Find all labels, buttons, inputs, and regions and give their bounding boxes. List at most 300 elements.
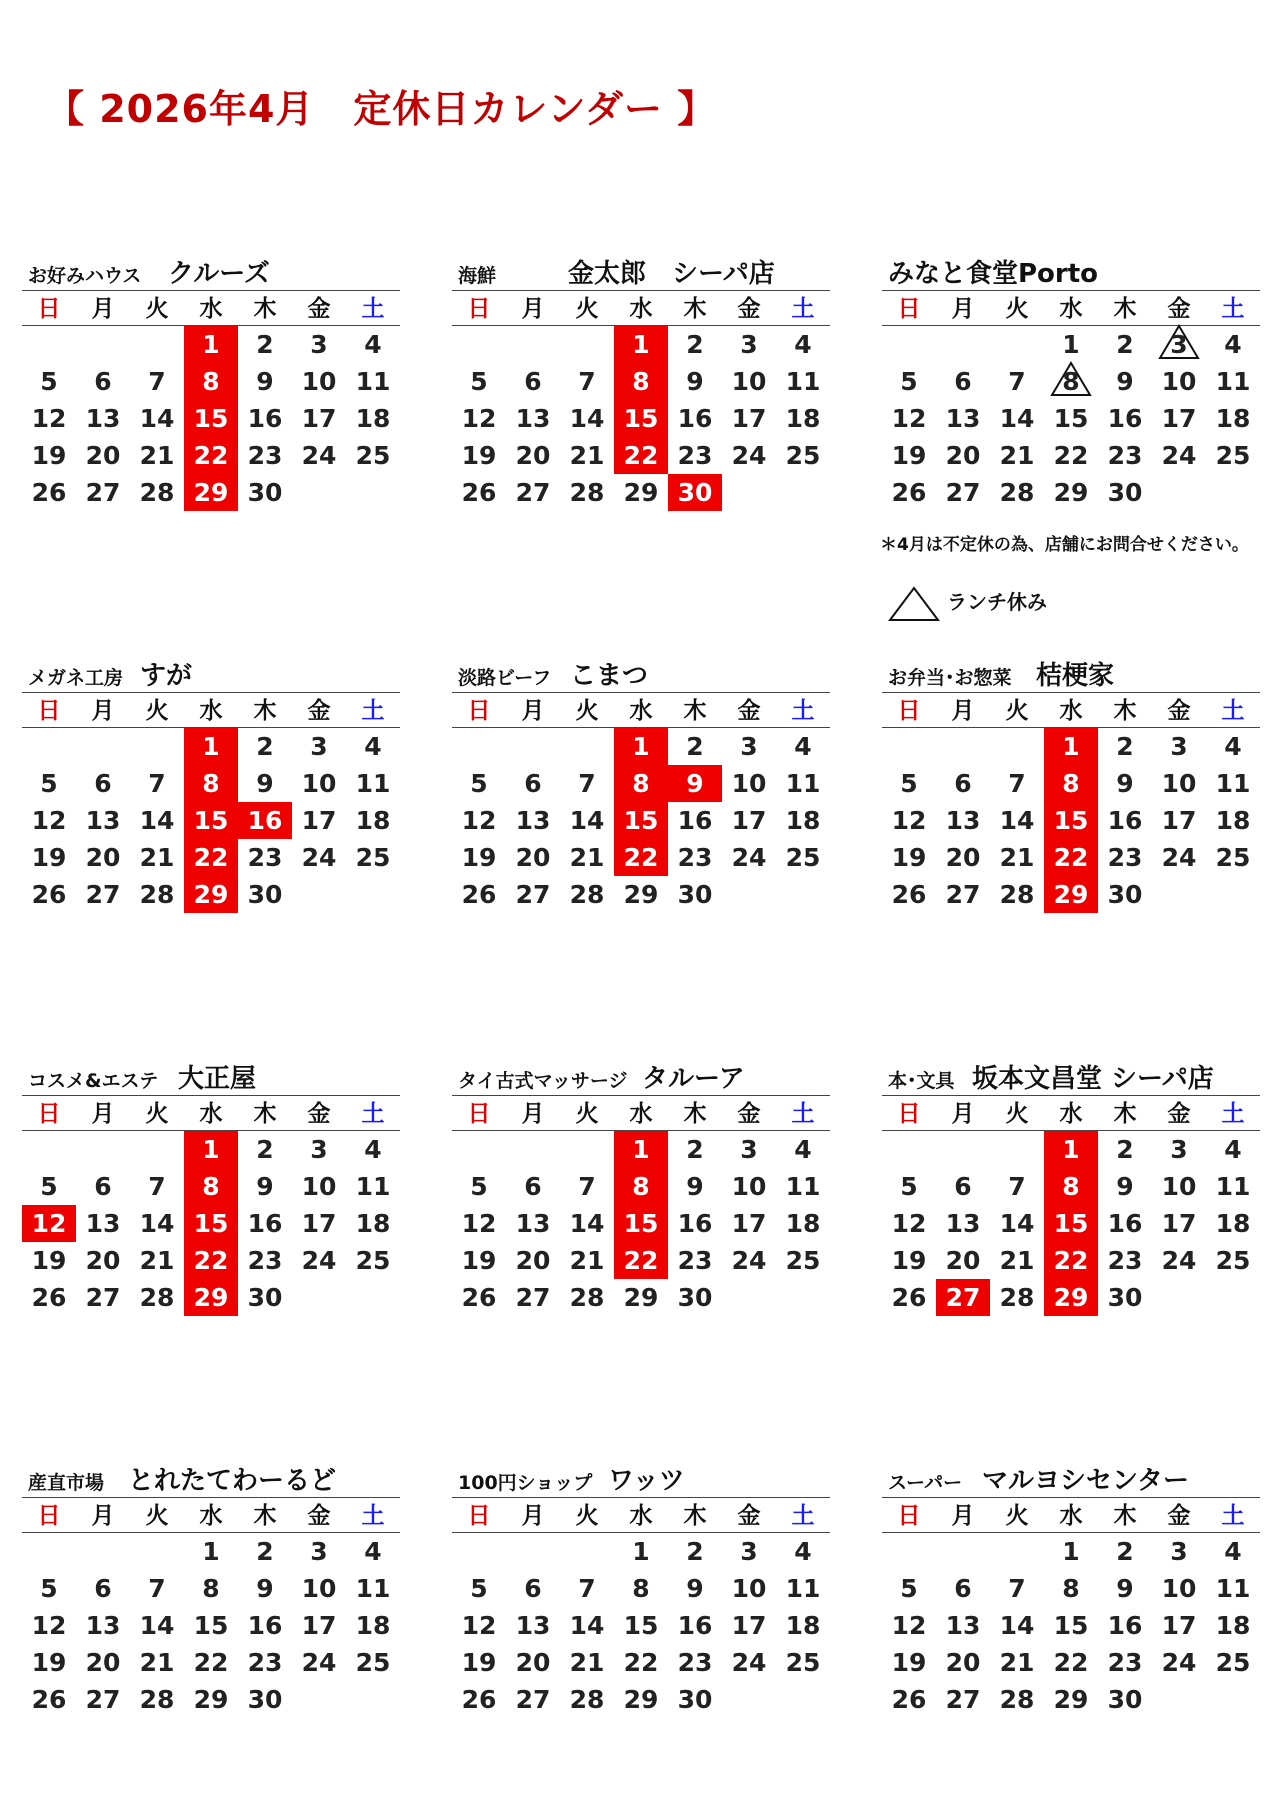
day: 11: [355, 1172, 391, 1201]
day: 3: [1170, 1135, 1188, 1164]
weekday-label: 土: [361, 296, 385, 322]
holiday-day: 29: [184, 876, 238, 913]
day-grid: [882, 728, 1260, 913]
day: 26: [461, 1685, 497, 1714]
empty-day: [506, 1533, 560, 1570]
day: 8: [202, 1574, 220, 1603]
weekday-label: 木: [253, 698, 277, 724]
triangle-icon: [888, 586, 940, 622]
day: 21: [569, 843, 605, 872]
day: 16: [677, 806, 713, 835]
day: 19: [31, 1648, 67, 1677]
empty-day: [990, 1131, 1044, 1168]
day: 14: [999, 1611, 1035, 1640]
day: 23: [1107, 441, 1143, 470]
weekday-label: 水: [199, 1503, 223, 1529]
day: 24: [301, 1246, 337, 1275]
holiday-day: 29: [1044, 1279, 1098, 1316]
shop-category: 海鮮: [458, 265, 497, 287]
empty-day: [452, 326, 506, 363]
weekday-header: [22, 291, 400, 326]
weekday-label: 月: [91, 698, 115, 724]
day: 23: [247, 1246, 283, 1275]
day: 25: [1215, 1648, 1251, 1677]
day: 20: [85, 441, 121, 470]
day: 25: [355, 1648, 391, 1677]
day: 27: [515, 478, 551, 507]
day: 27: [945, 1685, 981, 1714]
empty-day: [76, 1131, 130, 1168]
day: 3: [740, 732, 758, 761]
shop-category: 産直市場: [28, 1472, 105, 1494]
day: 2: [686, 1537, 704, 1566]
day: 26: [891, 880, 927, 909]
day: 12: [461, 806, 497, 835]
empty-day: [990, 326, 1044, 363]
weekday-label: 土: [361, 1101, 385, 1127]
day: 5: [40, 367, 58, 396]
day: 6: [954, 1172, 972, 1201]
day: 21: [139, 1246, 175, 1275]
day: 20: [515, 843, 551, 872]
empty-day: [76, 326, 130, 363]
day: 29: [623, 478, 659, 507]
day: 14: [999, 404, 1035, 433]
shop-header: [882, 1465, 1260, 1498]
shop-header: [882, 258, 1260, 291]
day: 24: [301, 1648, 337, 1677]
empty-day: [22, 326, 76, 363]
day: 7: [1008, 769, 1026, 798]
holiday-day: 8: [184, 765, 238, 802]
weekday-label: 日: [37, 1503, 61, 1529]
weekday-label: 金: [307, 296, 331, 322]
day: 6: [94, 1172, 112, 1201]
day: 19: [461, 1246, 497, 1275]
day: 14: [569, 404, 605, 433]
day: 20: [515, 1246, 551, 1275]
day: 9: [686, 367, 704, 396]
weekday-label: 土: [361, 1503, 385, 1529]
holiday-day: 8: [614, 765, 668, 802]
shop-category: お弁当･お惣菜: [888, 667, 1012, 689]
day: 26: [891, 478, 927, 507]
shop-header: [452, 1465, 830, 1498]
weekday-label: 日: [897, 698, 921, 724]
day: 28: [139, 1685, 175, 1714]
shop-category: スーパー: [888, 1472, 963, 1494]
day: 4: [1224, 1537, 1242, 1566]
shop-header: [22, 258, 400, 291]
day: 8: [632, 1574, 650, 1603]
shop-name: ワッツ: [608, 1466, 685, 1496]
weekday-label: 月: [91, 1101, 115, 1127]
day: 4: [1224, 732, 1242, 761]
day: 13: [85, 1611, 121, 1640]
day: 18: [1215, 1611, 1251, 1640]
empty-day: [936, 326, 990, 363]
day: 18: [785, 806, 821, 835]
day: 25: [785, 1648, 821, 1677]
day: 27: [85, 1283, 121, 1312]
holiday-day: 8: [1044, 1168, 1098, 1205]
day: 19: [891, 843, 927, 872]
shop-category: お好みハウス: [28, 265, 142, 287]
day: 26: [461, 880, 497, 909]
day: 24: [731, 441, 767, 470]
shop-calendar: [452, 660, 830, 913]
day: 25: [1215, 441, 1251, 470]
weekday-header: [882, 1096, 1260, 1131]
holiday-day: 8: [614, 1168, 668, 1205]
weekday-label: 火: [145, 698, 169, 724]
day: 4: [794, 732, 812, 761]
day: 28: [999, 1685, 1035, 1714]
weekday-label: 日: [897, 296, 921, 322]
day: 7: [578, 1574, 596, 1603]
day: 13: [945, 806, 981, 835]
holiday-day: 1: [184, 1131, 238, 1168]
weekday-label: 木: [253, 1503, 277, 1529]
day: 1: [632, 1537, 650, 1566]
day: 7: [148, 367, 166, 396]
day: 23: [677, 441, 713, 470]
day: 13: [945, 404, 981, 433]
day: 9: [256, 769, 274, 798]
day: 11: [1215, 1172, 1251, 1201]
day: 9: [686, 1574, 704, 1603]
day: 6: [94, 367, 112, 396]
day: 17: [731, 1209, 767, 1238]
day: 10: [731, 367, 767, 396]
day: 30: [247, 880, 283, 909]
holiday-day: 1: [1044, 1131, 1098, 1168]
empty-day: [990, 1533, 1044, 1570]
day: 27: [945, 478, 981, 507]
day: 30: [247, 1283, 283, 1312]
holiday-day: 15: [1044, 1205, 1098, 1242]
day: 24: [1161, 843, 1197, 872]
day: 24: [301, 441, 337, 470]
day: 17: [301, 1611, 337, 1640]
empty-day: [130, 1533, 184, 1570]
day: 6: [524, 367, 542, 396]
holiday-day: 29: [184, 1279, 238, 1316]
day: 9: [256, 367, 274, 396]
day: 17: [1161, 806, 1197, 835]
weekday-label: 木: [1113, 296, 1137, 322]
day: 12: [31, 1611, 67, 1640]
shop-header: [22, 1465, 400, 1498]
day: 5: [470, 1574, 488, 1603]
day: 17: [301, 806, 337, 835]
day: 19: [461, 1648, 497, 1677]
day: 26: [461, 1283, 497, 1312]
day: 19: [891, 441, 927, 470]
weekday-label: 木: [1113, 1101, 1137, 1127]
day: 19: [31, 1246, 67, 1275]
holiday-day: 15: [614, 1205, 668, 1242]
day: 9: [256, 1574, 274, 1603]
weekday-label: 木: [1113, 1503, 1137, 1529]
day: 24: [1161, 1648, 1197, 1677]
weekday-label: 日: [37, 698, 61, 724]
shop-calendar: [452, 1465, 830, 1718]
empty-day: [506, 728, 560, 765]
day: 21: [139, 441, 175, 470]
shop-header: [452, 258, 830, 291]
day: 2: [1116, 1135, 1134, 1164]
day: 21: [999, 843, 1035, 872]
day: 3: [310, 1537, 328, 1566]
holiday-day: 30: [668, 474, 722, 511]
holiday-day: 22: [1044, 839, 1098, 876]
day: 30: [677, 880, 713, 909]
shop-category: 100円ショップ: [458, 1472, 593, 1494]
day: 10: [1161, 367, 1197, 396]
day: 10: [731, 769, 767, 798]
day: 16: [677, 404, 713, 433]
day: 26: [31, 478, 67, 507]
day: 20: [85, 1246, 121, 1275]
day: 30: [1107, 478, 1143, 507]
shop-name: 金太郎 シーパ店: [568, 259, 775, 289]
day: 2: [256, 1135, 274, 1164]
day: 28: [569, 1283, 605, 1312]
day: 24: [301, 843, 337, 872]
day: 16: [247, 1209, 283, 1238]
day: 30: [677, 1283, 713, 1312]
day: 3: [740, 1135, 758, 1164]
day: 26: [31, 1685, 67, 1714]
day: 28: [999, 478, 1035, 507]
holiday-day: 1: [1044, 728, 1098, 765]
day: 10: [731, 1172, 767, 1201]
day: 23: [247, 441, 283, 470]
day: 12: [891, 404, 927, 433]
day: 19: [891, 1246, 927, 1275]
shop-calendar: [22, 258, 400, 511]
empty-day: [936, 728, 990, 765]
day: 25: [785, 441, 821, 470]
day: 2: [1116, 330, 1134, 359]
weekday-label: 木: [1113, 698, 1137, 724]
day: 6: [94, 769, 112, 798]
day: 2: [686, 330, 704, 359]
shop-header: [22, 660, 400, 693]
day: 20: [515, 441, 551, 470]
day: 25: [355, 1246, 391, 1275]
day: 15: [1053, 404, 1089, 433]
day: 13: [945, 1611, 981, 1640]
day: 5: [900, 1574, 918, 1603]
day: 5: [40, 1574, 58, 1603]
day: 20: [85, 1648, 121, 1677]
day: 4: [794, 330, 812, 359]
day: 6: [524, 1574, 542, 1603]
weekday-header: [452, 1096, 830, 1131]
day: 18: [1215, 806, 1251, 835]
holiday-day: 1: [184, 326, 238, 363]
weekday-label: 金: [307, 1101, 331, 1127]
day: 23: [247, 843, 283, 872]
empty-day: [22, 728, 76, 765]
weekday-label: 木: [253, 296, 277, 322]
day: 10: [301, 1172, 337, 1201]
day: 28: [569, 1685, 605, 1714]
weekday-label: 月: [951, 698, 975, 724]
empty-day: [22, 1131, 76, 1168]
weekday-label: 月: [521, 296, 545, 322]
day: 18: [355, 1209, 391, 1238]
holiday-day: 22: [184, 839, 238, 876]
weekday-label: 火: [1005, 1503, 1029, 1529]
day: 24: [731, 1246, 767, 1275]
day: 16: [1107, 404, 1143, 433]
holiday-day: 15: [614, 400, 668, 437]
empty-day: [130, 728, 184, 765]
day: 14: [999, 1209, 1035, 1238]
holiday-day: 15: [614, 802, 668, 839]
holiday-day: 29: [1044, 876, 1098, 913]
holiday-day: 9: [668, 765, 722, 802]
day: 3: [1170, 732, 1188, 761]
day: 18: [355, 404, 391, 433]
empty-day: [882, 728, 936, 765]
day: 11: [355, 1574, 391, 1603]
weekday-label: 土: [1221, 1503, 1245, 1529]
day: 4: [794, 1537, 812, 1566]
day: 20: [515, 1648, 551, 1677]
holiday-day: 8: [184, 1168, 238, 1205]
day: 3: [740, 330, 758, 359]
shop-category: コスメ&エステ: [28, 1070, 159, 1092]
empty-day: [452, 1131, 506, 1168]
day: 20: [945, 1648, 981, 1677]
weekday-label: 金: [1167, 1503, 1191, 1529]
weekday-header: [452, 693, 830, 728]
shop-calendar: [882, 660, 1260, 913]
day: 28: [999, 1283, 1035, 1312]
weekday-label: 木: [683, 1503, 707, 1529]
day: 30: [1107, 1685, 1143, 1714]
weekday-label: 水: [1059, 1101, 1083, 1127]
day-grid: [452, 1131, 830, 1316]
weekday-label: 火: [1005, 698, 1029, 724]
day: 3: [1170, 1537, 1188, 1566]
empty-day: [882, 326, 936, 363]
lunch-off-day: 3: [1152, 326, 1206, 363]
holiday-day: 22: [614, 839, 668, 876]
holiday-day: 8: [614, 363, 668, 400]
day: 7: [1008, 1574, 1026, 1603]
day: 28: [139, 1283, 175, 1312]
weekday-label: 月: [521, 1503, 545, 1529]
holiday-day: 22: [614, 1242, 668, 1279]
day: 16: [1107, 1611, 1143, 1640]
day: 14: [139, 1611, 175, 1640]
weekday-label: 金: [737, 296, 761, 322]
day: 28: [139, 880, 175, 909]
holiday-day: 1: [614, 728, 668, 765]
day: 27: [945, 880, 981, 909]
shop-calendar: [22, 1063, 400, 1316]
day: 17: [731, 806, 767, 835]
weekday-label: 土: [361, 698, 385, 724]
day: 11: [785, 367, 821, 396]
weekday-label: 月: [951, 1101, 975, 1127]
day: 20: [945, 843, 981, 872]
day: 15: [623, 1611, 659, 1640]
day: 21: [569, 1648, 605, 1677]
day: 22: [193, 1648, 229, 1677]
day-grid: [882, 326, 1260, 511]
day: 9: [1116, 1574, 1134, 1603]
weekday-header: [452, 291, 830, 326]
day: 21: [139, 1648, 175, 1677]
weekday-label: 火: [575, 1503, 599, 1529]
day: 19: [461, 843, 497, 872]
weekday-label: 木: [683, 296, 707, 322]
day: 7: [578, 367, 596, 396]
day: 29: [623, 1283, 659, 1312]
weekday-header: [22, 1096, 400, 1131]
day: 8: [1062, 1574, 1080, 1603]
shop-calendar: [452, 258, 830, 511]
day: 7: [148, 1574, 166, 1603]
weekday-label: 水: [629, 698, 653, 724]
day: 18: [1215, 1209, 1251, 1238]
day: 4: [1224, 330, 1242, 359]
weekday-label: 火: [145, 1101, 169, 1127]
shop-header: [452, 1063, 830, 1096]
day: 5: [470, 1172, 488, 1201]
day: 30: [677, 1685, 713, 1714]
day: 27: [85, 1685, 121, 1714]
weekday-label: 水: [1059, 698, 1083, 724]
day-grid: [22, 1131, 400, 1316]
day: 12: [31, 806, 67, 835]
day: 5: [900, 769, 918, 798]
empty-day: [936, 1131, 990, 1168]
weekday-label: 水: [199, 296, 223, 322]
day: 1: [1062, 330, 1080, 359]
day: 24: [1161, 1246, 1197, 1275]
day: 3: [310, 1135, 328, 1164]
weekday-label: 土: [1221, 698, 1245, 724]
weekday-label: 火: [575, 296, 599, 322]
holiday-day: 22: [184, 437, 238, 474]
day: 7: [1008, 367, 1026, 396]
day-grid: [882, 1533, 1260, 1718]
shop-name: みなと食堂Porto: [888, 259, 1099, 289]
weekday-label: 水: [629, 1101, 653, 1127]
weekday-label: 木: [683, 698, 707, 724]
shop-header: [882, 1063, 1260, 1096]
day: 9: [1116, 1172, 1134, 1201]
weekday-header: [22, 693, 400, 728]
day: 10: [301, 367, 337, 396]
day: 13: [515, 1209, 551, 1238]
day: 13: [85, 404, 121, 433]
day: 26: [891, 1283, 927, 1312]
weekday-label: 水: [1059, 296, 1083, 322]
shop-name: すが: [140, 661, 193, 691]
day: 24: [731, 843, 767, 872]
day: 12: [891, 1209, 927, 1238]
empty-day: [452, 728, 506, 765]
day-grid: [22, 1533, 400, 1718]
